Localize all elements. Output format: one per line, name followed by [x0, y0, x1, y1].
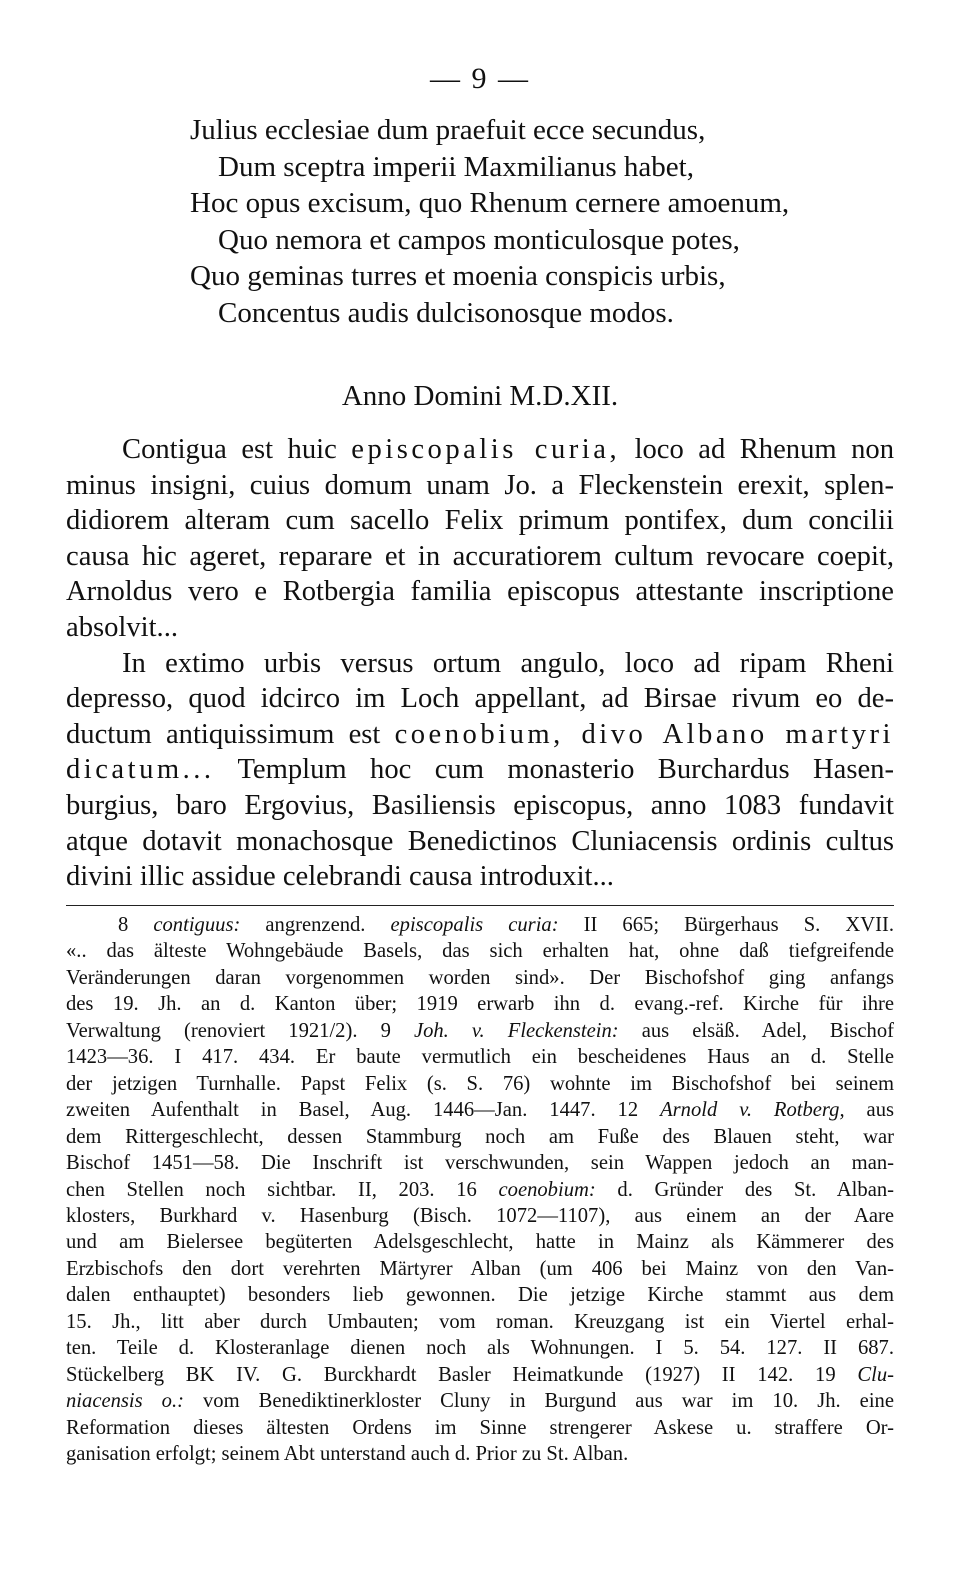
footnote-line: ganisation erfolgt; seinem Abt unterstand auch d. Prior zu St. Alban.	[66, 1443, 629, 1466]
footnote-line: der jetzigen Turnhalle. Papst Felix (s. S. 76) wohnte im Bischofshof bei seinem	[66, 1072, 894, 1095]
footnote-line: ten. Teile d. Klosteranlage dienen noch als Wohnungen. I 5. 54. 127. II 687.	[66, 1337, 894, 1360]
poem-line: Dum sceptra imperii Maxmilianus habet,	[218, 150, 694, 183]
paragraph-line: didiorem alteram cum sacello Felix primum pontifex, dum concilii	[66, 505, 894, 537]
text-run: Verwaltung (renoviert 1921/2). 9	[66, 1019, 414, 1042]
paragraph-line: divini illic assidue celebrandi causa introduxit...	[66, 861, 614, 893]
footnote-line: Reformation dieses ältesten Ordens im Sinne strengerer Askese u. straffere Or-	[66, 1416, 894, 1439]
spaced-emphasis: coenobium, divo Albano martyri	[394, 718, 894, 750]
paragraph-line	[66, 752, 894, 788]
footnote-line: Erzbischofs den dort verehrten Märtyrer Alban (um 406 bei Mainz von den Van-	[66, 1257, 894, 1280]
paragraph-line: depresso, quod idcirco im Loch appellant, ad Birsae rivum eo de-	[66, 683, 894, 715]
footnote-line	[66, 1388, 894, 1414]
text-run: aus elsäß. Adel, Bischof	[618, 1019, 894, 1042]
text-run: aus	[844, 1099, 895, 1122]
footnote-line: des 19. Jh. an d. Kanton über; 1919 erwarb ihn d. evang.-ref. Kirche für ihre	[66, 993, 894, 1016]
text-run: angrenzend.	[240, 914, 391, 936]
text-run: vom Benediktinerkloster Cluny in Burgund aus war im 10. Jh. eine	[183, 1390, 894, 1413]
paragraph-line: burgius, baro Ergovius, Basiliensis episcopus, anno 1083 fundavit	[66, 789, 894, 821]
paragraph-line: Arnoldus vero e Rotbergia familia episcopus attestante inscriptione	[66, 576, 894, 608]
footnote-separator	[66, 905, 894, 906]
lemma: Clu-	[857, 1363, 894, 1386]
poem-line: Concentus audis dulcisonosque modos.	[218, 296, 674, 329]
footnote-line	[66, 1177, 894, 1203]
text-run: chen Stellen noch sichtbar. II, 203. 16	[66, 1178, 499, 1201]
text-run: Stückelberg BK IV. G. Burckhardt Basler Heimatkunde (1927) II 142. 19	[66, 1363, 858, 1386]
lemma: niacensis o.:	[66, 1390, 184, 1413]
text-run: d. Gründer des St. Alban-	[595, 1178, 894, 1201]
poem-line: Quo nemora et campos monticulosque potes,	[218, 223, 740, 256]
footnote-line	[66, 1362, 894, 1388]
page-number: — 9 —	[430, 62, 530, 95]
paragraph-line: atque dotavit monachosque Benedictinos Cluniacensis ordinis cultus	[66, 825, 894, 857]
poem-line: Hoc opus excisum, quo Rhenum cernere amoenum,	[190, 187, 790, 219]
lemma: Arnold v. Rotberg,	[660, 1099, 845, 1122]
paragraph-line: absolvit...	[66, 611, 178, 643]
footnote-line	[66, 912, 894, 938]
lemma: episcopalis curia:	[390, 914, 559, 936]
poem-line: Quo geminas turres et moenia conspicis urbis,	[190, 260, 726, 292]
paragraph-line: causa hic ageret, reparare et in accuratiorem cultum revocare coepit,	[66, 540, 894, 572]
footnote-line	[66, 1018, 894, 1044]
main-text	[66, 432, 894, 895]
poem-inscription	[190, 112, 910, 331]
lemma: Joh. v. Fleckenstein:	[413, 1019, 619, 1042]
footnote-line: Veränderungen daran vorgenommen worden sind». Der Bischofshof ging anfangs	[66, 966, 894, 989]
text-run: Contigua est huic	[122, 434, 352, 465]
text-run: II 665; Bürgerhaus S. XVII.	[558, 914, 895, 936]
footnote-line: 15. Jh., litt aber durch Umbauten; vom roman. Kreuzgang ist ein Viertel erhal-	[66, 1310, 894, 1333]
footnote-line: klosters, Burkhard v. Hasenburg (Bisch. 1072—1107), aus einem an der Aare	[66, 1204, 894, 1227]
paragraph-line: minus insigni, cuius domum unam Jo. a Fleckenstein erexit, splen-	[66, 469, 894, 501]
spaced-emphasis: dicatum...	[66, 754, 215, 786]
footnotes	[66, 912, 894, 1468]
spaced-emphasis: episcopalis curia,	[351, 434, 621, 465]
footnote-line: Bischof 1451—58. Die Inschrift ist verschwunden, sein Wappen jedoch an man-	[66, 1152, 894, 1175]
footnote-line	[66, 1097, 894, 1123]
paragraph-line: In extimo urbis versus ortum angulo, loco ad ripam Rheni	[122, 647, 894, 679]
text-run: Templum hoc cum monasterio Burchardus Hasen-	[214, 754, 894, 786]
paragraph-line	[66, 432, 894, 468]
text-run: loco ad Rhenum non	[620, 434, 894, 465]
footnote-line: dalen enthauptet) besonders lieb gewonnen. Die jetzige Kirche stammt aus dem	[66, 1284, 894, 1307]
anno-domini-date: Anno Domini M.D.XII.	[341, 380, 619, 412]
footnote-line: dem Rittergeschlecht, dessen Stammburg noch am Fuße des Blauen steht, war	[66, 1125, 894, 1148]
footnote-line: und am Bielersee begüterten Adelsgeschlecht, hatte in Mainz als Kämmerer des	[66, 1231, 894, 1254]
text-run: zweiten Aufenthalt in Basel, Aug. 1446—Jan. 1447. 12	[66, 1099, 661, 1122]
footnote-line: «.. das älteste Wohngebäude Basels, das sich erhalten hat, ohne daß tiefgreifende	[66, 940, 894, 963]
paragraph-line	[66, 717, 894, 753]
poem-line: Julius ecclesiae dum praefuit ecce secundus,	[190, 114, 706, 146]
lemma: coenobium:	[498, 1178, 596, 1201]
text-run: 8	[118, 914, 154, 936]
lemma: contiguus:	[153, 914, 241, 936]
text-run: ductum antiquissimum est	[66, 718, 395, 750]
footnote-line: 1423—36. I 417. 434. Er baute vermutlich ein bescheidenes Haus an d. Stelle	[66, 1046, 894, 1069]
